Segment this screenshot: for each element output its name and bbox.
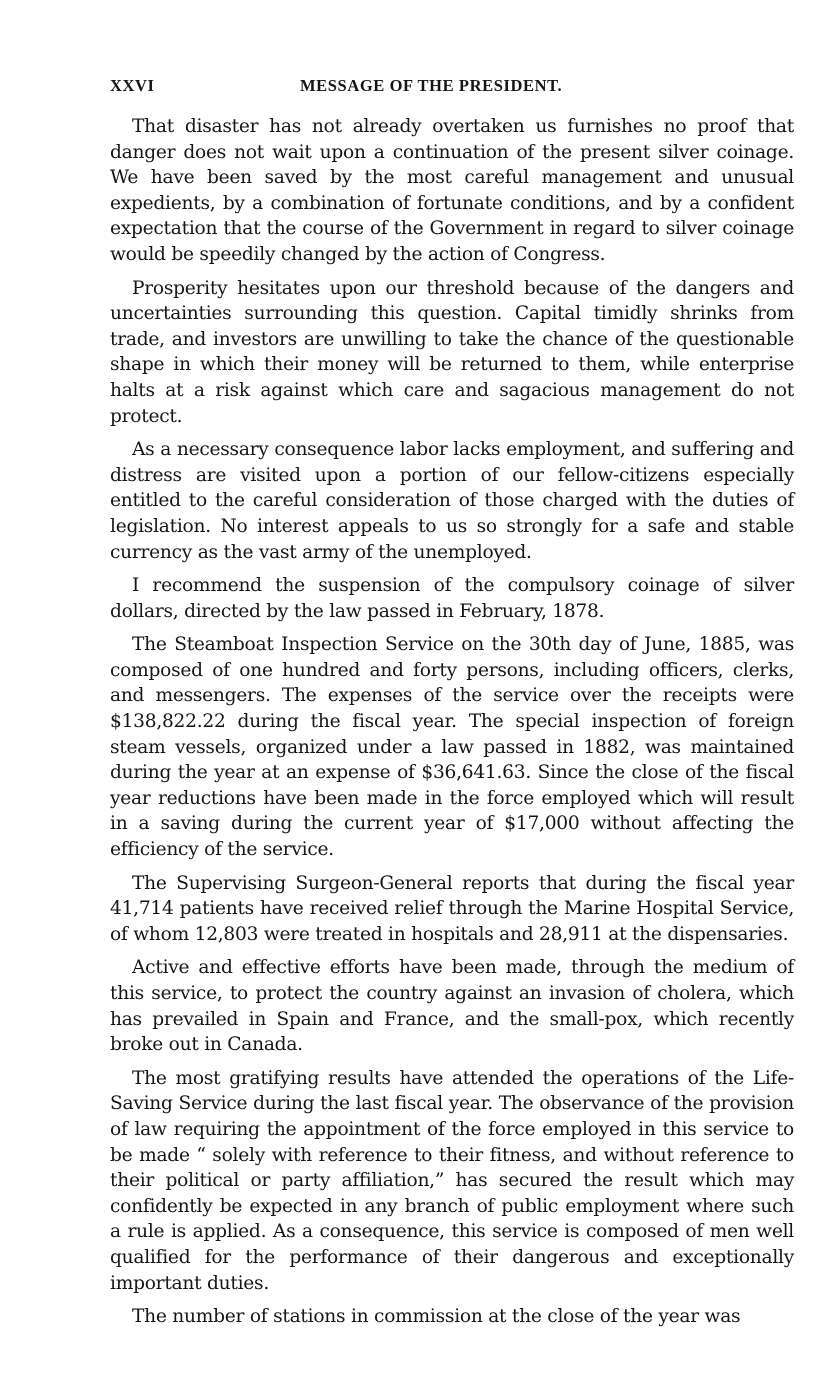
paragraph-stations: The number of stations in commission at the close of the year was xyxy=(132,1306,741,1328)
paragraph-labor: As a necessary consequence labor lacks employment, and suffering and distress are visited upon a portion of our fellow-citizens especially entitled to the careful consideration of those charged with the duties of legislation. No interest appeals to us so strongly for a safe and stable currency as the vast army of the unemployed. xyxy=(110,439,794,563)
paragraph-life-saving: The most gratifying results have attended the operations of the Life-Saving Service during the last fiscal year. The observance of the provision of law requiring the appointment of the force employed in this service to be made “ solely with reference to their fitness, and without reference to their political or party affiliation,” has secured the result which may confidently be expected in any branch of public employment where such a rule is applied. As a consequence, this service is composed of men well qualified for the performance of their dangerous and exceptionally important duties. xyxy=(110,1067,794,1294)
running-title: MESSAGE OF THE PRESIDENT. xyxy=(300,76,563,95)
running-head xyxy=(110,72,794,102)
paragraph-prosperity: Prosperity hesitates upon our threshold because of the dangers and uncertainties surrounding this question. Capital timidly shrinks from trade, and investors are unwilling to take the chance of the questionable shape in which their money will be returned to them, while enterprise halts at a risk against which care and sagacious management do not protect. xyxy=(110,277,794,427)
paragraph-silver-coinage-danger: That disaster has not already overtaken us furnishes no proof that danger does not wait upon a continuation of the present silver coinage. We have been saved by the most careful management and unusual expedients, by a combination of fortunate conditions, and by a confident expectation that the course of the Government in regard to silver coinage would be speedily changed by the action of Congress. xyxy=(110,116,794,265)
document-page xyxy=(110,72,794,1330)
paragraph-steamboat-inspection: The Steamboat Inspection Service on the 30th day of June, 1885, was composed of one hundred and forty persons, including officers, clerks, and messengers. The expenses of the service over the receipts were $138,822.22 during the fiscal year. The special inspection of foreign steam vessels, organized under a law passed in 1882, was maintained during the year at an expense of $36,641.63. Since the close of the fiscal year reductions have been made in the force employed which will result in a saving during the current year of $17,000 without affecting the efficiency of the service. xyxy=(110,634,794,861)
page-number: XXVI xyxy=(110,76,155,95)
body-text xyxy=(110,114,794,1330)
paragraph-recommendation: I recommend the suspension of the compulsory coinage of silver dollars, directed by the law passed in February, 1878. xyxy=(110,575,794,622)
paragraph-marine-hospital: The Supervising Surgeon-General reports that during the fiscal year 41,714 patients have received relief through the Marine Hospital Service, of whom 12,803 were treated in hospitals and 28,911 at the dispensaries. xyxy=(110,872,794,945)
paragraph-cholera: Active and effective efforts have been made, through the medium of this service, to protect the country against an invasion of cholera, which has prevailed in Spain and France, and the small-pox, which recently broke out in Canada. xyxy=(110,957,794,1056)
